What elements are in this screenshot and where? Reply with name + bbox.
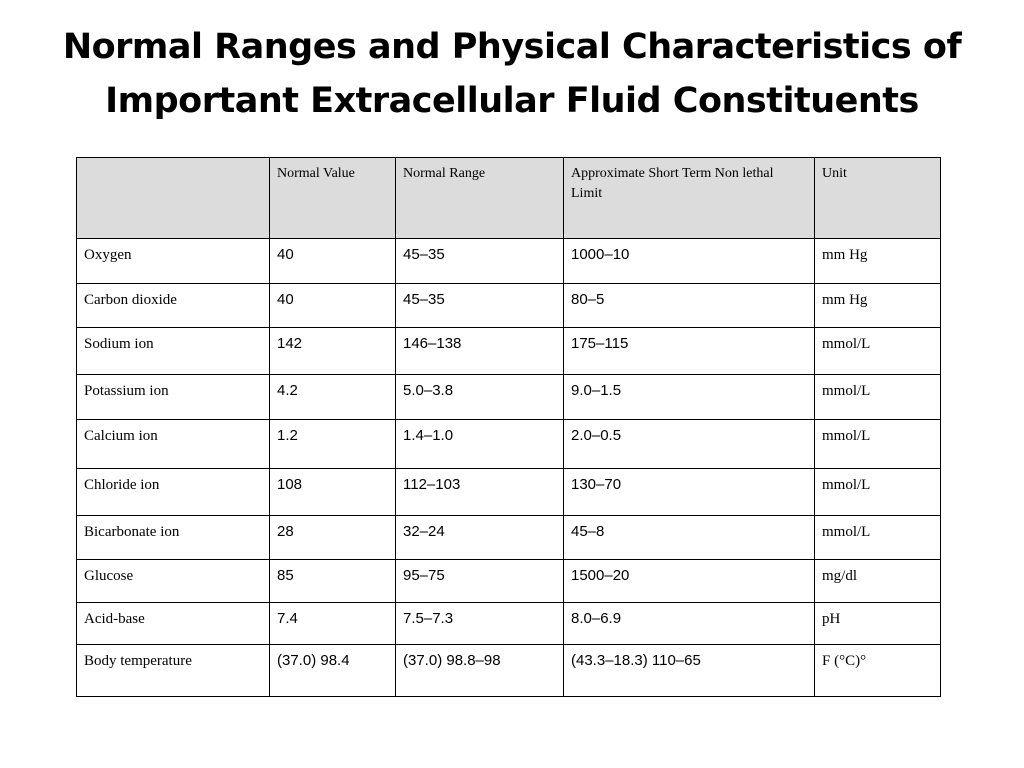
table-row	[77, 420, 941, 469]
row-name: Chloride ion	[77, 469, 270, 516]
row-normal-range: 45–35	[396, 284, 564, 328]
row-unit: mm Hg	[815, 284, 941, 328]
row-nonlethal-limit: 130–70	[564, 469, 815, 516]
row-normal-range: 7.5–7.3	[396, 603, 564, 645]
row-nonlethal-limit: 8.0–6.9	[564, 603, 815, 645]
row-normal-value: 142	[270, 328, 396, 375]
row-normal-range: 1.4–1.0	[396, 420, 564, 469]
row-normal-range: 45–35	[396, 239, 564, 284]
table-row	[77, 328, 941, 375]
table-row	[77, 603, 941, 645]
row-normal-value: 40	[270, 284, 396, 328]
table-row	[77, 560, 941, 603]
header-unit: Unit	[815, 158, 941, 239]
row-normal-value: (37.0) 98.4	[270, 645, 396, 697]
row-name: Carbon dioxide	[77, 284, 270, 328]
row-nonlethal-limit: 45–8	[564, 516, 815, 560]
row-nonlethal-limit: 1500–20	[564, 560, 815, 603]
row-normal-range: 95–75	[396, 560, 564, 603]
row-unit: pH	[815, 603, 941, 645]
row-nonlethal-limit: 1000–10	[564, 239, 815, 284]
row-name: Oxygen	[77, 239, 270, 284]
page-title	[40, 20, 984, 128]
row-name: Glucose	[77, 560, 270, 603]
row-nonlethal-limit: 9.0–1.5	[564, 375, 815, 420]
row-normal-range: 112–103	[396, 469, 564, 516]
row-name: Potassium ion	[77, 375, 270, 420]
row-normal-range: 5.0–3.8	[396, 375, 564, 420]
table-row	[77, 469, 941, 516]
row-unit: mmol/L	[815, 328, 941, 375]
row-normal-range: (37.0) 98.8–98	[396, 645, 564, 697]
row-name: Body temperature	[77, 645, 270, 697]
row-nonlethal-limit: 2.0–0.5	[564, 420, 815, 469]
row-normal-value: 40	[270, 239, 396, 284]
row-name: Calcium ion	[77, 420, 270, 469]
row-unit: mmol/L	[815, 375, 941, 420]
row-nonlethal-limit: (43.3–18.3) 110–65	[564, 645, 815, 697]
row-normal-value: 28	[270, 516, 396, 560]
row-normal-value: 7.4	[270, 603, 396, 645]
header-nonlethal-limit: Approximate Short Term Non lethal Limit	[564, 158, 815, 239]
header-normal-range: Normal Range	[396, 158, 564, 239]
table-row	[77, 516, 941, 560]
row-nonlethal-limit: 175–115	[564, 328, 815, 375]
row-name: Acid-base	[77, 603, 270, 645]
row-name: Sodium ion	[77, 328, 270, 375]
fluid-constituents-table	[76, 157, 941, 697]
row-normal-value: 85	[270, 560, 396, 603]
table-row	[77, 375, 941, 420]
row-unit: mm Hg	[815, 239, 941, 284]
title-line-2: Important Extracellular Fluid Constituents	[105, 81, 919, 121]
table-row	[77, 645, 941, 697]
row-normal-range: 32–24	[396, 516, 564, 560]
row-unit: mg/dl	[815, 560, 941, 603]
row-unit: mmol/L	[815, 469, 941, 516]
title-line-1: Normal Ranges and Physical Characteristics of	[62, 27, 962, 67]
row-normal-range: 146–138	[396, 328, 564, 375]
header-normal-value: Normal Value	[270, 158, 396, 239]
row-unit: F (°C)°	[815, 645, 941, 697]
table-row	[77, 284, 941, 328]
row-normal-value: 108	[270, 469, 396, 516]
row-name: Bicarbonate ion	[77, 516, 270, 560]
header-constituent	[77, 158, 270, 239]
table-row	[77, 239, 941, 284]
row-nonlethal-limit: 80–5	[564, 284, 815, 328]
row-normal-value: 1.2	[270, 420, 396, 469]
table-header-row	[77, 158, 941, 239]
row-normal-value: 4.2	[270, 375, 396, 420]
row-unit: mmol/L	[815, 516, 941, 560]
row-unit: mmol/L	[815, 420, 941, 469]
